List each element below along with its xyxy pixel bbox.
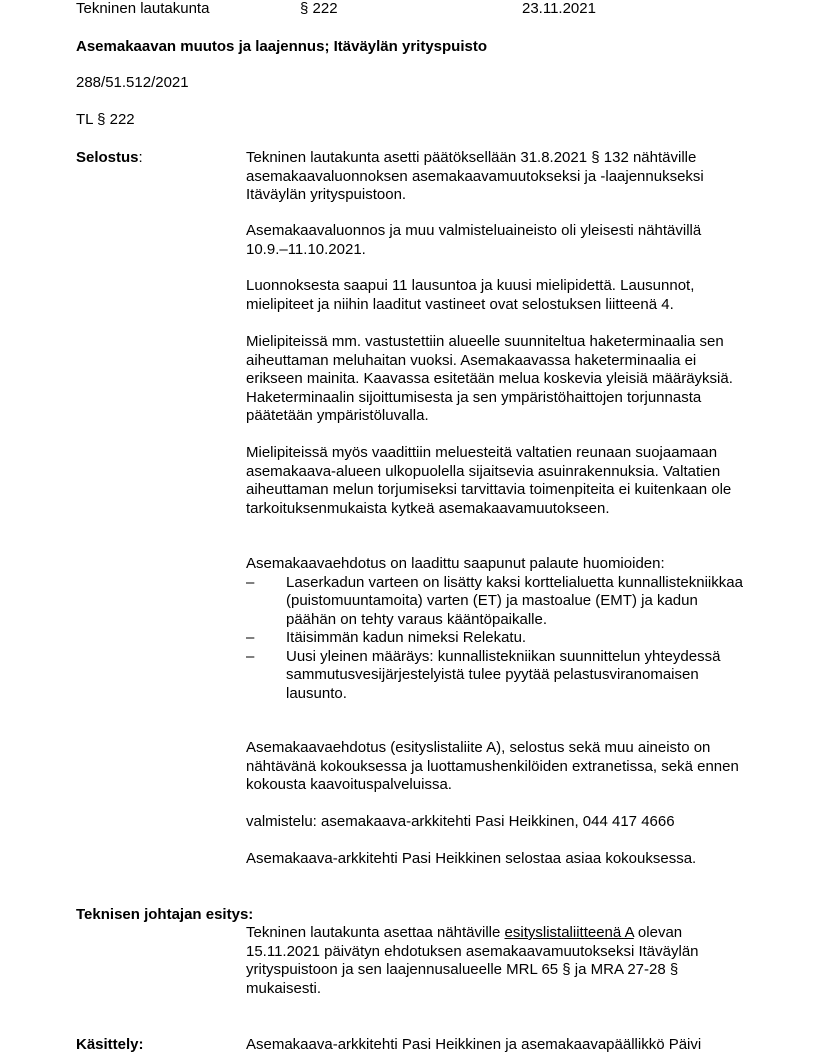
selostus-paragraph: Asemakaavaluonnos ja muu valmisteluaineisto oli yleisesti nähtävillä 10.9.–11.10.2021.	[246, 222, 702, 258]
selostus-paragraph: Mielipiteissä myös vaadittiin meluesteitä valtatien reunaan suojaamaan asemakaava-alueen ulkopuolella sijaitsevia asuinrakennuksia. Valtatien aiheuttaman melun torjumiseksi tarvittavia toimenpiteita ei kuitenkaan ole tarkoituksenmukaista kytkeä asemakaavamuutokseen.	[246, 444, 732, 517]
header-section: § 222	[300, 0, 338, 17]
esitys-body: Tekninen lautakunta asettaa nähtäville esityslistaliitteenä A olevan 15.11.2021 päivätyn ehdotuksen asemakaavamuutokseksi Itäväylän yrityspuistoon ja sen laajennusalueelle MRL 65 § ja MRA 27-28 § mukaisesti.	[246, 924, 699, 997]
selostus-body	[246, 149, 746, 205]
selostus-label: Selostus:	[76, 149, 143, 166]
header-date: 23.11.2021	[522, 0, 596, 17]
kasittely-label: Käsittely:	[76, 1036, 144, 1053]
list-item-text: Uusi yleinen määräys: kunnallistekniikan suunnittelun yhteydessä sammutusvesijärjestelyistä tulee pyytää pelastusviranomaisen lausunto.	[286, 647, 721, 702]
reference-number: 288/51.512/2021	[76, 74, 189, 91]
list-item	[246, 574, 746, 630]
list-dash: –	[246, 629, 255, 646]
header-committee: Tekninen lautakunta	[76, 0, 210, 17]
selostus-paragraph: Asemakaava-arkkitehti Pasi Heikkinen selostaa asiaa kokouksessa.	[246, 850, 697, 867]
list-item-text: Laserkadun varteen on lisätty kaksi korttelialuetta kunnallistekniikkaa (puistomuuntamoita) varten (ET) ja mastoalue (EMT) ja kadun päähän on tehty varaus kääntöpaikalle.	[286, 573, 743, 628]
list-item	[246, 648, 746, 704]
attachment-link[interactable]: esityslistaliitteenä A	[504, 924, 634, 941]
list-item	[246, 629, 746, 648]
list-dash: –	[246, 647, 255, 665]
kasittely-body: Asemakaava-arkkitehti Pasi Heikkinen ja asemakaavapäällikkö Päivi	[246, 1036, 702, 1053]
tl-reference: TL § 222	[76, 111, 135, 128]
list-item-text: Itäisimmän kadun nimeksi Relekatu.	[286, 629, 527, 646]
selostus-paragraph: Tekninen lautakunta asetti päätöksellään 31.8.2021 § 132 nähtäville asemakaavaluonnoksen asemakaavamuutokseksi ja -laajennukseksi Itäväylän yrityspuistoon.	[246, 149, 704, 203]
selostus-paragraph: Asemakaavaehdotus (esityslistaliite A), selostus sekä muu aineisto on nähtävänä kokouksessa ja luottamushenkilöiden extranetissa, sekä ennen kokousta kaavoituspalveluissa.	[246, 739, 739, 793]
preparer-line: valmistelu: asemakaava-arkkitehti Pasi Heikkinen, 044 417 4666	[246, 813, 675, 830]
list-dash: –	[246, 573, 255, 591]
selostus-paragraph: Asemakaavaehdotus on laadittu saapunut palaute huomioiden:	[246, 555, 665, 572]
selostus-paragraph: Mielipiteissä mm. vastustettiin alueelle suunniteltua haketerminaalia sen aiheuttaman meluhaitan vuoksi. Asemakaavassa haketerminaalia ei erikseen mainita. Kaavassa esitetään melua koskevia yleisiä määräyksiä. Haketerminaalin sijoittumisesta ja sen ympäristöhaittojen torjunnasta päätetään ympäristöluvalla.	[246, 333, 733, 424]
document-title: Asemakaavan muutos ja laajennus; Itäväylän yrityspuisto	[76, 38, 487, 55]
esitys-label: Teknisen johtajan esitys:	[76, 906, 254, 923]
selostus-paragraph: Luonnoksesta saapui 11 lausuntoa ja kuusi mielipidettä. Lausunnot, mielipiteet ja niihin laaditut vastineet ovat selostuksen liitteenä 4.	[246, 277, 695, 313]
